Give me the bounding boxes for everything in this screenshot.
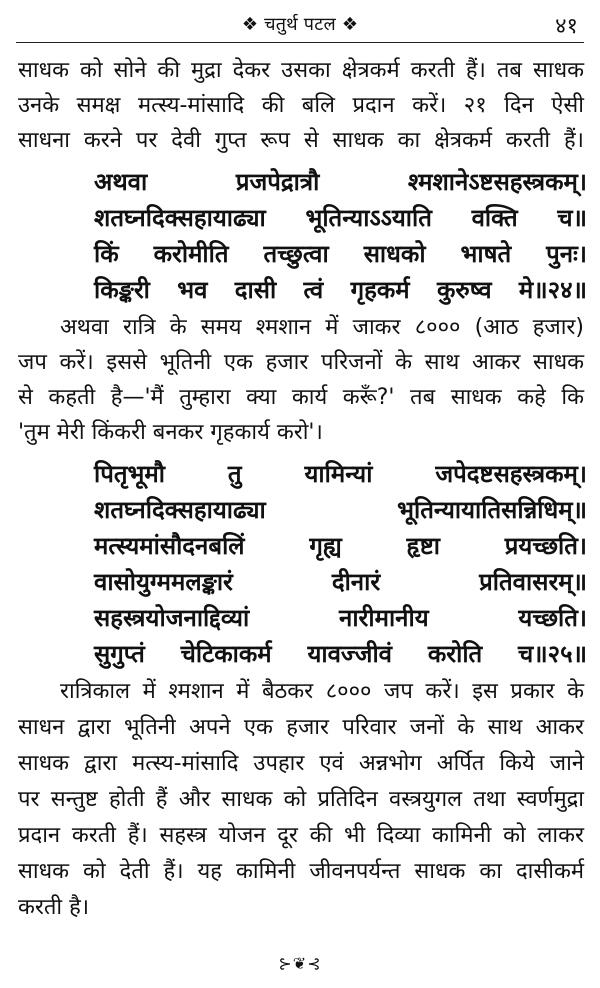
para1-line-2: उनके समक्ष मत्स्य-मांसादि की बलि प्रदान करें। २१ दिन ऐसी (18, 93, 584, 118)
para3-line-1: रात्रिकाल में श्मशान में बैठकर ८००० जप करें। इस प्रकार के (60, 679, 584, 704)
verse-24-line-2: शतघ्नदिक्सहायाढ्या भूतिन्याऽऽयाति वक्ति च॥ (94, 204, 587, 232)
running-head: ❖ चतुर्थ पटल ❖ (241, 14, 359, 35)
para2-line-1: अथवा रात्रि के समय श्मशान में जाकर ८००० (आठ हजार) (60, 315, 584, 340)
verse-25-line-3: मत्स्यमांसौदनबलिं गृह्य हृष्टा प्रयच्छति। (94, 532, 587, 560)
header-rule (16, 42, 584, 43)
verse-25-line-6: सुगुप्तं चेटिकाकर्म यावज्जीवं करोति च॥२५॥ (94, 640, 587, 668)
para3-line-3: साधक द्वारा मत्स्य-मांसादि उपहार एवं अन्नभोग अर्पित किये जाने (18, 751, 584, 776)
verse-25-line-4: वासोयुग्ममलङ्कारं दीनारं प्रतिवासरम्॥ (94, 568, 587, 596)
verse-24-line-4: किङ्करी भव दासी त्वं गृहकर्म कुरुष्व मे॥२४॥ (94, 276, 587, 304)
para2-line-4: 'तुम मेरी किंकरी बनकर गृहकार्य करो'। (18, 420, 323, 445)
verse-25-line-1: पितृभूमौ तु यामिन्यां जपेदष्टसहस्त्रकम्। (94, 460, 587, 488)
para3-line-2: साधन द्वारा भूतिनी अपने एक हजार परिवार जनों के साथ आकर (18, 715, 584, 740)
para3-line-5: प्रदान करती हैं। सहस्त्र योजन दूर की भी दिव्या कामिनी को लाकर (18, 823, 584, 848)
footer-ornament-icon: ⊱❦⊰ (278, 954, 322, 973)
para1-line-1: साधक को सोने की मुद्रा देकर उसका क्षेत्रकर्म करती हैं। तब साधक (18, 58, 584, 83)
para1-line-3: साधना करने पर देवी गुप्त रूप से साधक का क्षेत्रकर्म करती हैं। (18, 128, 584, 153)
page-number: ४१ (555, 14, 578, 39)
para2-line-2: जप करें। इससे भूतिनी एक हजार परिजनों के साथ आकर साधक (18, 350, 584, 375)
para2-line-3: से कहती है—'मैं तुम्हारा क्या कार्य करूँ?' तब साधक कहे कि (18, 385, 584, 410)
para3-line-6: साधक को देती हैं। यह कामिनी जीवनपर्यन्त साधक का दासीकर्म (18, 859, 584, 884)
para3-line-4: पर सन्तुष्ट होती हैं और साधक को प्रतिदिन वस्त्रयुगल तथा स्वर्णमुद्रा (18, 787, 584, 812)
page-header (0, 6, 600, 42)
para3-line-7: करती है। (18, 895, 90, 920)
verse-24-line-1: अथवा प्रजपेद्रात्रौ श्मशानेऽष्टसहस्त्रकम्। (94, 168, 587, 196)
verse-25-line-5: सहस्त्रयोजनाद्दिव्यां नारीमानीय यच्छति। (94, 604, 587, 632)
verse-25-line-2: शतघ्नदिक्सहायाढ्या भूतिन्यायातिसन्निधिम्॥ (94, 496, 587, 524)
verse-24-line-3: किं करोमीति तच्छुत्वा साधको भाषते पुनः। (94, 240, 587, 268)
